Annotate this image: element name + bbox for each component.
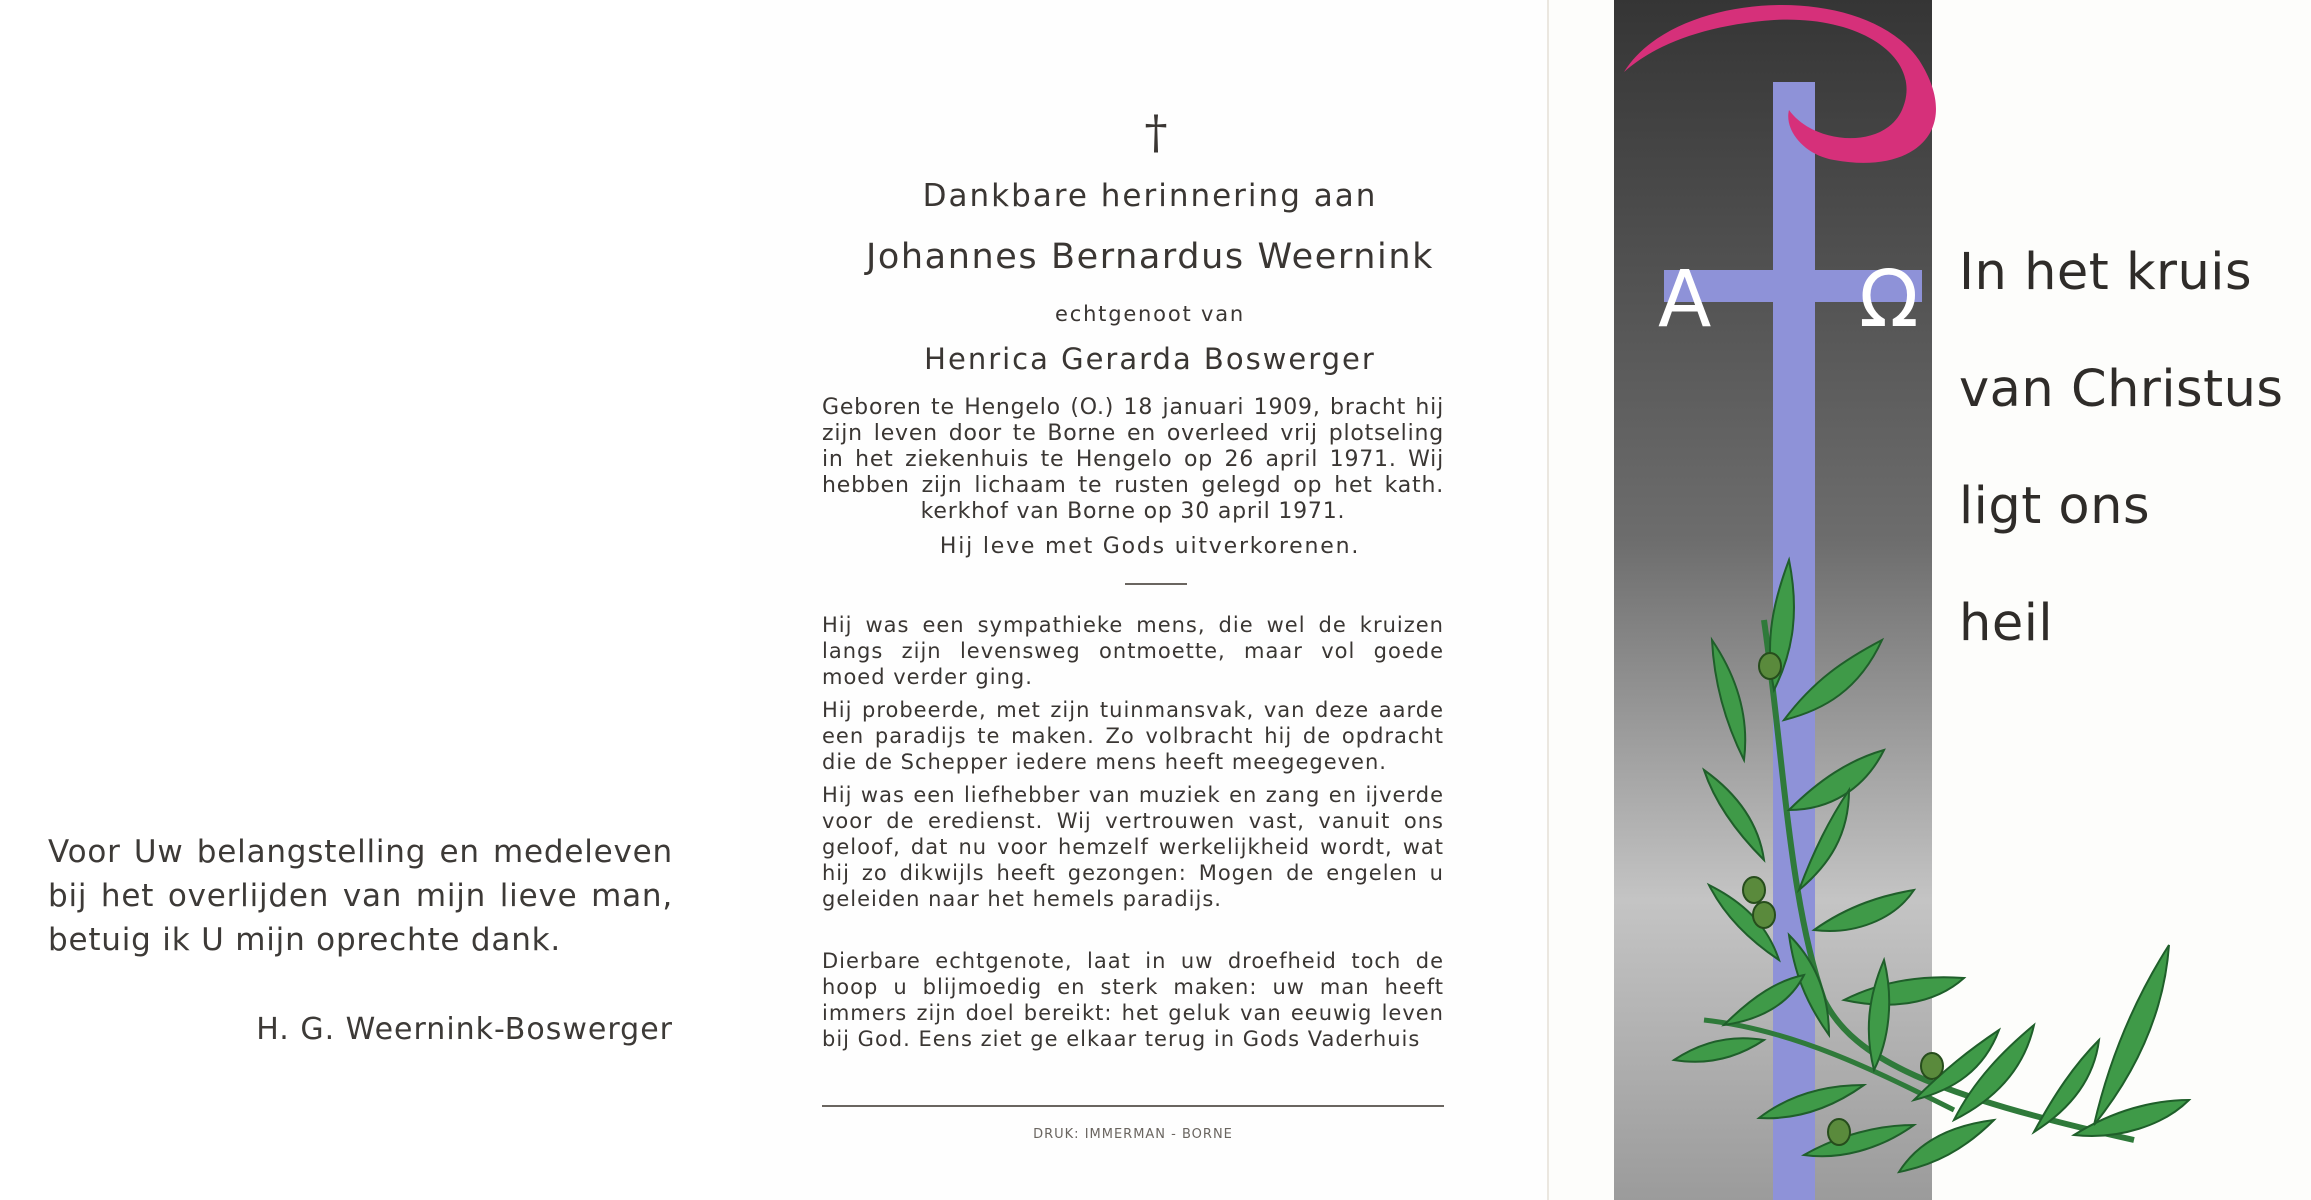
olive <box>1753 902 1775 928</box>
memory-paragraph: Hij probeerde, met zijn tuinmansvak, van deze aarde een paradijs te maken. Zo volbracht hij de opdracht die de Schepper iedere mens heeft meegegeven. <box>822 698 1444 774</box>
dedication-heading: Dankbare herinnering aan <box>922 178 1378 214</box>
olive-leaf <box>2074 1100 2189 1136</box>
olive <box>1743 877 1765 903</box>
short-divider <box>1125 583 1187 585</box>
middle-panel <box>740 0 1547 1200</box>
signature: H. G. Weernink-Boswerger <box>256 1012 673 1047</box>
spouse-name: Henrica Gerarda Boswerger <box>924 342 1376 376</box>
printer-credit: DRUK: IMMERMAN - BORNE <box>1033 1127 1233 1142</box>
motto-line: ligt ons <box>1959 477 2151 536</box>
long-divider <box>822 1105 1444 1107</box>
alpha-icon: A <box>1658 255 1712 345</box>
spouse-intro: echtgenoot van <box>1055 302 1245 326</box>
olive <box>1921 1053 1943 1079</box>
cross-artwork <box>1614 0 2264 1200</box>
memory-paragraph: Hij was een liefhebber van muziek en zang en ijverde voor de eredienst. Wij vertrouwen vast, vanuit ons geloof, dat nu voor hemzelf werkelijkheid wordt, wat hij zo dikwijls heeft gezongen: Mogen de engelen u geleiden naar het hemels paradijs. <box>822 783 1444 911</box>
right-panel <box>1549 0 2311 1200</box>
olive-leaf <box>2034 1040 2099 1132</box>
omega-icon: Ω <box>1859 255 1919 345</box>
motto-line: van Christus <box>1959 360 2284 419</box>
olive <box>1828 1119 1850 1145</box>
olive <box>1759 653 1781 679</box>
chi-rho-illustration <box>1614 0 2264 1200</box>
thanks-text: Voor Uw belangstelling en medeleven bij het overlijden van mijn lieve man, betuig ik U mijn oprechte dank. <box>48 834 673 958</box>
cross-icon: † <box>1144 105 1168 159</box>
memory-paragraph: Dierbare echtgenote, laat in uw droefheid toch de hoop u blijmoedig en sterk maken: uw man heeft immers zijn doel bereikt: het geluk van eeuwig leven bij God. Eens ziet ge elkaar terug in Gods Vaderhuis <box>822 949 1444 1051</box>
motto-line: heil <box>1959 594 2054 653</box>
memory-paragraph: Hij was een sympathieke mens, die wel de kruizen langs zijn levensweg ontmoette, maar vol goede moed verder ging. <box>822 613 1444 689</box>
motto-line: In het kruis <box>1959 243 2253 302</box>
left-panel <box>0 0 740 1200</box>
biography-text: Geboren te Hengelo (O.) 18 januari 1909, bracht hij zijn leven door te Borne en overleed vrij plotseling in het ziekenhuis te Hengelo op 26 april 1971. Wij hebben zijn lichaam te rusten gelegd op het kath. kerkhof van Borne op 30 april 1971. <box>822 395 1444 524</box>
deceased-name: Johannes Bernardus Weernink <box>865 237 1435 277</box>
olive-leaf <box>2094 945 2169 1125</box>
faith-motto: Hij leve met Gods uitverkorenen. <box>939 534 1361 559</box>
